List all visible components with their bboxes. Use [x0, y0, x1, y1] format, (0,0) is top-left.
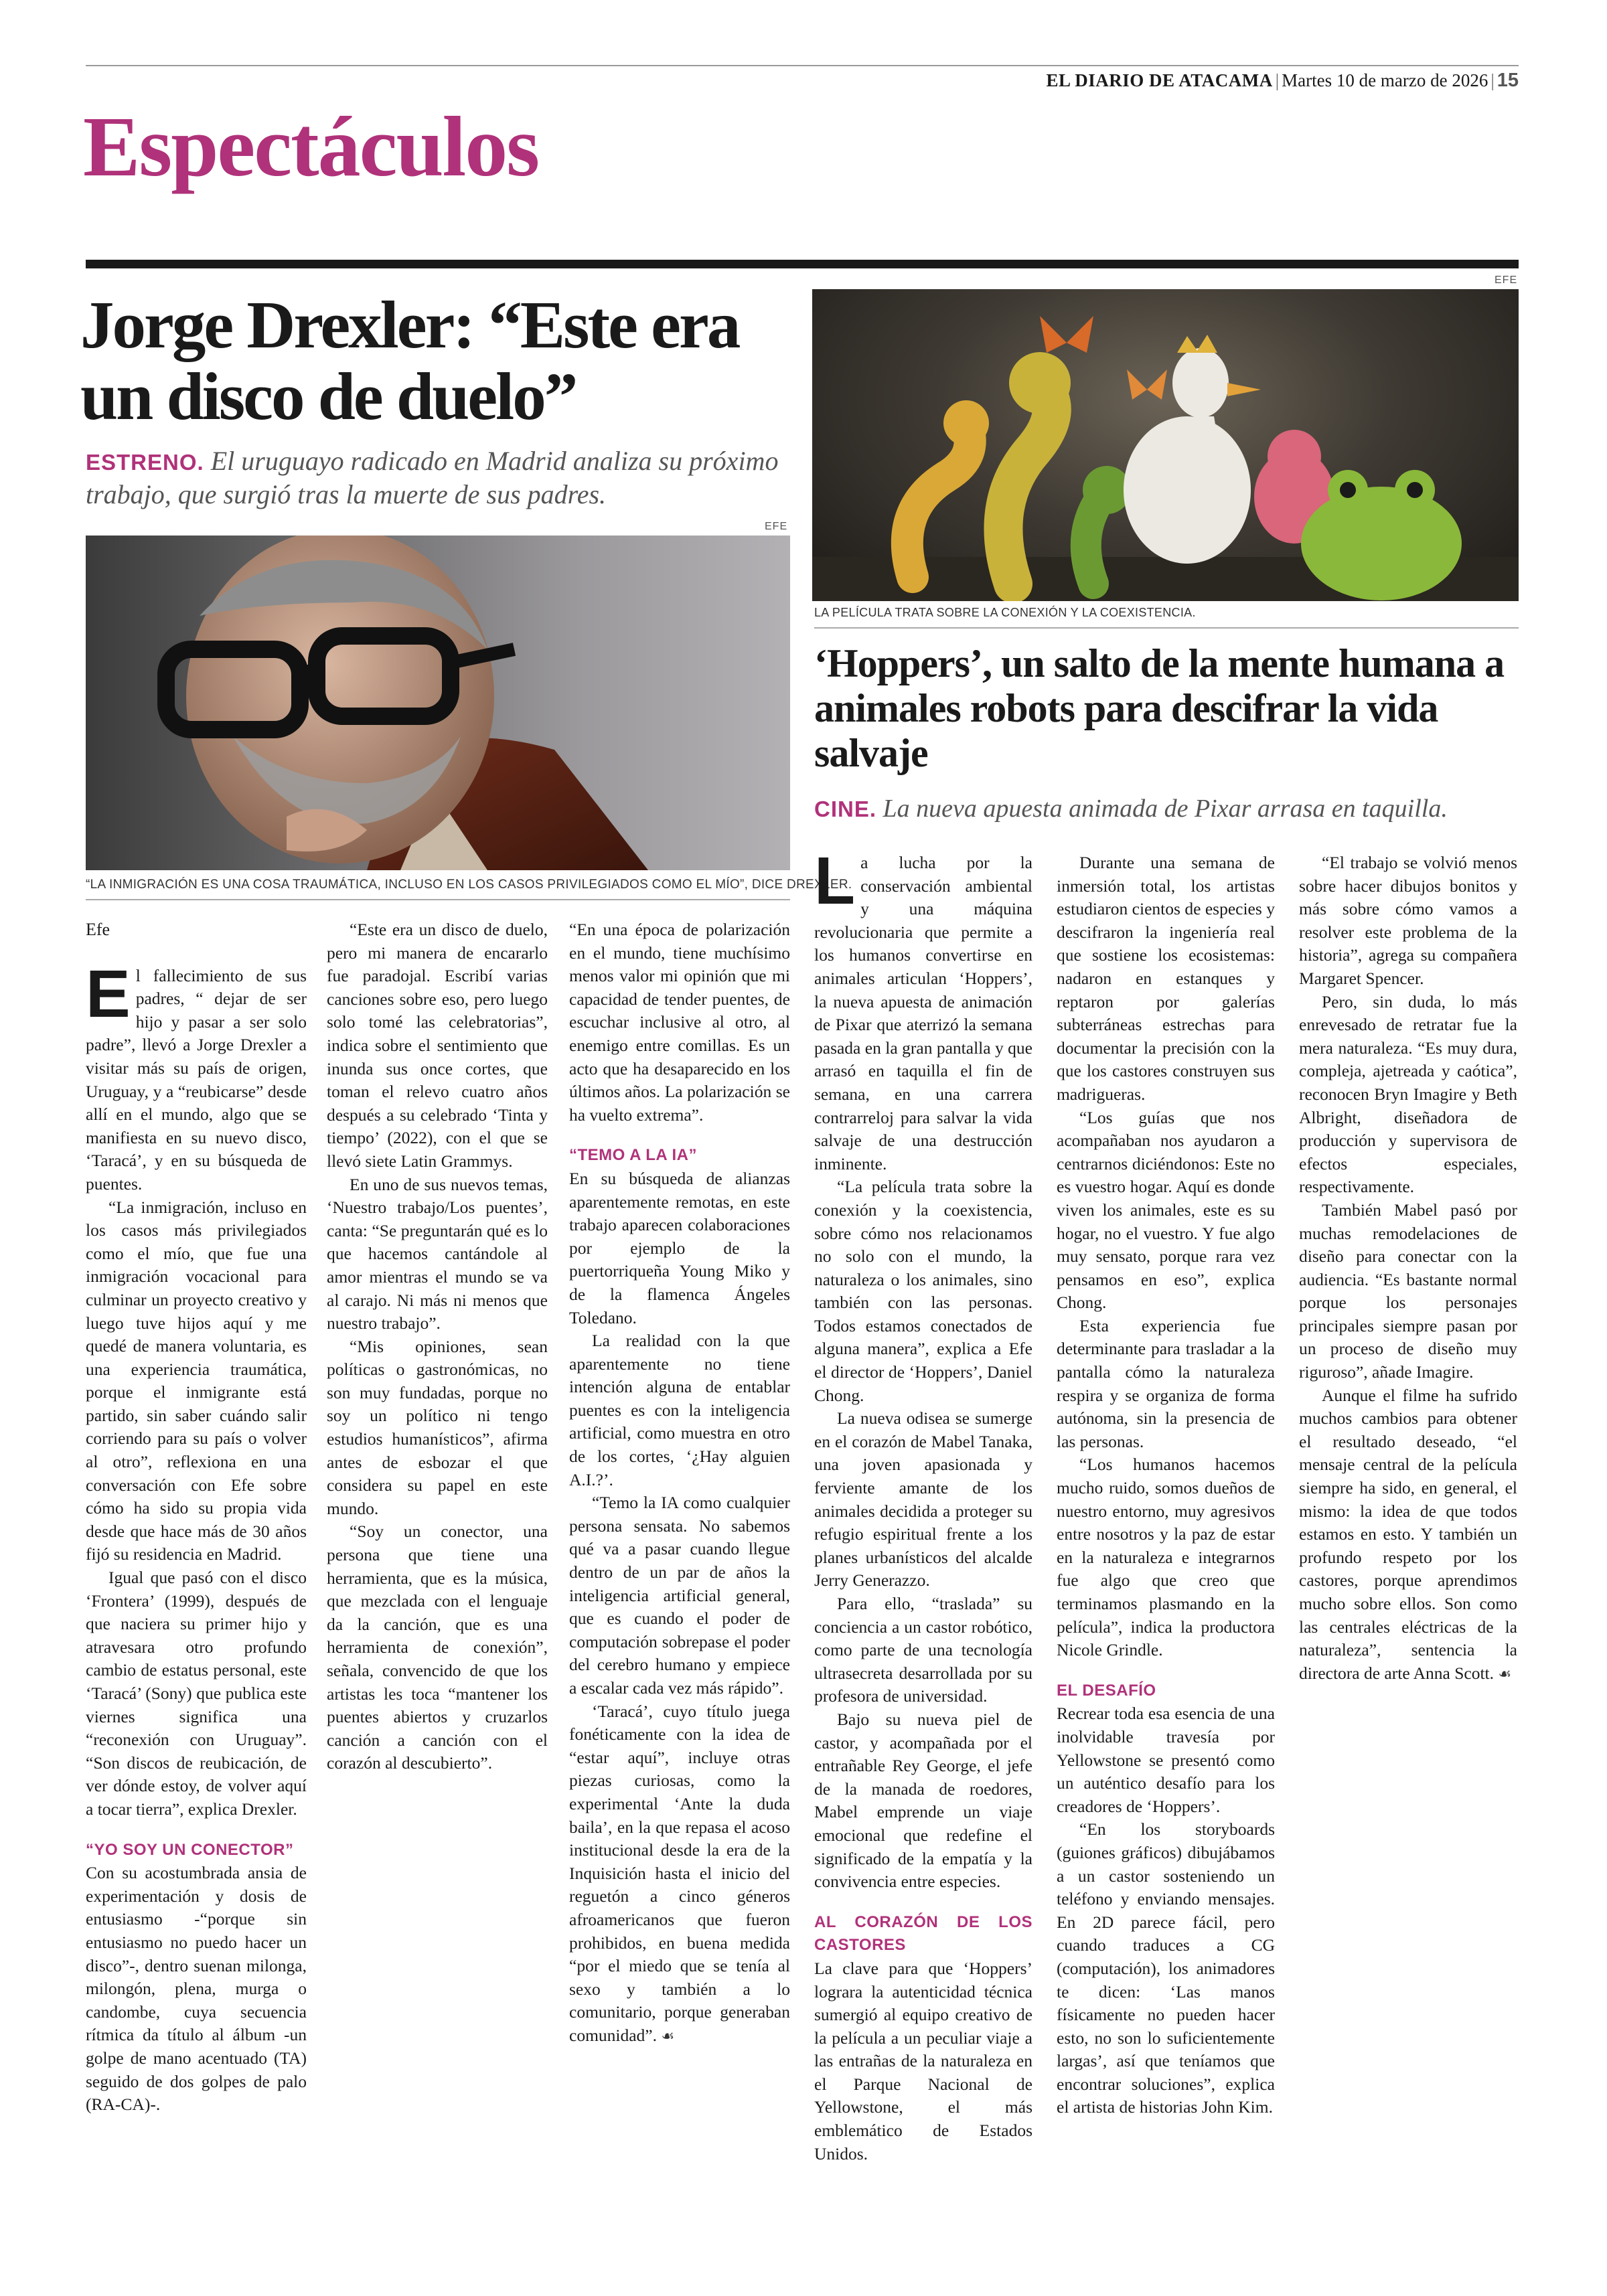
story1-byline: Efe — [86, 920, 110, 939]
story2-column-2 — [1057, 851, 1275, 2119]
story1-paragraph: “Soy un conector, una persona que tiene una herramienta, que es la música, que mezclada con el lenguaje da la canción, que es una herramienta de conexión”, señala, convencido de que los artistas les toca “mantener los puentes abiertos y cruzarlos canción a canción con el corazón al descubierto”. — [327, 1522, 548, 1773]
story2-column-1 — [814, 843, 1032, 2165]
story1-paragraph: “Este era un disco de duelo, pero mi manera de encararlo fue paradojal. Escribí varias canciones sobre eso, pero luego solo tomé las celebratorias”, indica sobre el sentimiento que inunda sus once cortes, que toman el relevo cuatro años después a su celebrado ‘Tinta y tiempo’ (2022), con el que se llevó siete Latin Grammys. — [327, 920, 548, 1171]
page-number: 15 — [1497, 70, 1519, 91]
story1-paragraph: “En una época de polarización en el mundo, tiene muchísimo menos valor mi opinión que mi capacidad de tender puentes, de escuchar inclusive al otro, al enemigo entre comillas. Es un acto que ha desaparecido en los últimos años. La polarización se ha vuelto extrema”. — [569, 920, 790, 1125]
top-rule — [86, 65, 1519, 66]
story1-column-1 — [86, 918, 307, 2117]
story2-paragraph: “La película trata sobre la conexión y la coexistencia, sobre cómo nos relacionamos no solo con el mundo, la naturaleza o los animales, sino también con las personas. Todos estamos conectados de alguna manera”, explica a Efe el director de ‘Hoppers’, Daniel Chong. — [814, 1177, 1032, 1405]
section-rule — [86, 260, 1519, 268]
story2-paragraph: “En los storyboards (guiones gráficos) dibujábamos a un castor sosteniendo un teléfono y enviando mensajes. En 2D parece fácil, pero cuando traduces a CG (computación), los animadores te dicen: ‘Las manos físicamente no pueden hacer esto, no son lo suficientemente largas’, así que teníamos que encontrar soluciones”, explica el artista de historias John Kim. — [1057, 1819, 1275, 2117]
story1-subhead: “TEMO A LA IA” — [569, 1146, 697, 1165]
story1-paragraph: Con su acostumbrada ansia de experimentación y dosis de entusiasmo -“porque sin entusiasmo no puedo hacer un disco”-, dentro suenan milonga, milongón, plena, murga o candombe, cuya secuencia rítmica da título al álbum -un golpe de mano acentuado (TA) seguido de dos golpes de palo (RA-CA)-. — [86, 1863, 307, 2115]
story2-subhead: EL DESAFÍO — [1057, 1681, 1156, 1700]
story2-paragraph: También Mabel pasó por muchas remodelaciones de diseño para conectar con la audiencia. “Es bastante normal porque los personajes principales siempre pasan por un proceso de diseño muy riguroso”, añade Imagire. — [1299, 1200, 1517, 1382]
story1-dek — [86, 444, 795, 511]
story2-dek-text: La nueva apuesta animada de Pixar arrasa en taquilla. — [883, 795, 1448, 823]
story1-caption: “LA INMIGRACIÓN ES UNA COSA TRAUMÁTICA, INCLUSO EN LOS CASOS PRIVILEGIADOS COMO EL MÍO”, DICE DREXLER. — [86, 878, 852, 892]
end-mark-icon: ☙ — [661, 2028, 675, 2045]
story1-kicker: ESTRENO. — [86, 450, 204, 475]
story2-paragraph: La nueva odisea se sumerge en el corazón de Mabel Tanaka, una joven apasionada y ferviente amante de los animales decidida a proteger su refugio espiritual frente a los planes urbanísticos del alcalde Jerry Generazzo. — [814, 1408, 1032, 1590]
drop-cap: L — [814, 843, 856, 918]
story2-headline: ‘Hoppers’, un salto de la mente humana a animales robots para descifrar la vida salvaje — [814, 641, 1505, 776]
story2-caption: LA PELÍCULA TRATA SOBRE LA CONEXIÓN Y LA COEXISTENCIA. — [814, 606, 1196, 619]
masthead: EL DIARIO DE ATACAMA | Martes 10 de marzo de 2026 | 15 — [1046, 70, 1519, 91]
story2-subhead: AL CORAZÓN DE LOS CASTORES — [814, 1912, 1032, 1955]
story1-paragraph: “La inmigración, incluso en los casos más privilegiados como el mío, que fue una inmigración vocacional para culminar un proyecto creativo y luego tuve hijos aquí y me quedé de manera voluntaria, es una experiencia traumática, porque el inmigrante está partido, sin saber cuándo salir corriendo para su país o volver al otro”, reflexiona en una conversación con Efe sobre cómo ha sido su propia vida desde que hace más de 30 años fijó su residencia en Madrid. — [86, 1197, 307, 1564]
story2-paragraph: Pero, sin duda, lo más enrevesado de retratar fue la mera naturaleza. “Es muy dura, compleja, ajetreada y caótica”, reconocen Bryn Imagire y Beth Albright, diseñadora de producción y supervisora de efectos especiales, respectivamente. — [1299, 991, 1517, 1197]
hoppers-still-illustration — [812, 289, 1519, 601]
story2-photo-credit: EFE — [1495, 274, 1518, 286]
story2-paragraph: Bajo su nueva piel de castor, y acompañada por el entrañable Rey George, el jefe de la manada de roedores, Mabel emprende un viaje emocional que redefine el significado de la empatía y la convivencia entre especies. — [814, 1709, 1032, 1892]
story1-paragraph: “Temo la IA como cualquier persona sensata. No sabemos qué va a pasar cuando llegue dentro de un par de años la inteligencia artificial general, que es cuando el poder de computación sobrepase el poder del cerebro humano y empiece a escalar cada vez más rápido”. — [569, 1493, 790, 1698]
story2-paragraph: Para ello, “traslada” su conciencia a un castor robótico, como parte de una tecnología ultrasecreta desarrollada por su profesora de universidad. — [814, 1594, 1032, 1706]
story2-paragraph: Recrear toda esa esencia de una inolvidable travesía por Yellowstone se presentó como un auténtico desafío para los creadores de ‘Hoppers’. — [1057, 1704, 1275, 1816]
drop-cap: E — [86, 956, 131, 1032]
story1-column-2 — [327, 918, 548, 1775]
story2-paragraph: Aunque el filme ha sufrido muchos cambios para obtener el resultado deseado, “el mensaje central de la película siempre ha sido, en general, el mismo: la idea de que todos estamos en esto. Y también un profundo respeto por los castores, porque aprendimos mucho sobre ellos. Son como las centrales eléctricas de la naturaleza”, sentencia la directora de arte Anna Scott. ☙ — [1299, 1385, 1517, 1683]
story2-kicker: CINE. — [814, 797, 877, 821]
story1-paragraph: En su búsqueda de alianzas aparentemente remotas, en este trabajo aparecen colaboraciones por ejemplo de la puertorriqueña Young Miko y de la flamenca Ángeles Toledano. — [569, 1168, 790, 1327]
story1-headline: Jorge Drexler: “Este era un disco de duelo” — [80, 287, 739, 434]
story1-dek-text: El uruguayo radicado en Madrid analiza su próximo trabajo, que surgió tras la muerte de sus padres. — [86, 446, 779, 509]
story2-paragraph: La lucha por la conservación ambiental y una máquina revolucionaria que permite a los humanos convertirse en animales articulan ‘Hoppers’, la nueva apuesta de animación de Pixar que aterrizó la semana pasada en la gran pantalla y que arrasó en taquilla el fin de semana, en una carrera contrarreloj para salvar la vida salvaje de una destrucción inminente. — [814, 843, 1032, 1173]
issue-date: Martes 10 de marzo de 2026 — [1282, 70, 1488, 90]
story2-column-3 — [1299, 851, 1517, 1686]
hoppers-photo — [812, 289, 1519, 601]
story1-paragraph: ‘Taracá’, cuyo título juega fonéticamente con la idea de “estar aquí”, incluye otras piezas curiosas, como la experimental ‘Ante la duda baila’, en la que repasa el acoso institucional desde la era de la Inquisición hasta el inicio del reguetón a cinco géneros afroamericanos que fueron prohibidos, en buena medida “por el miedo que se tenía al sexo y también a lo comunitario, porque generaban comunidad”. ☙ — [569, 1701, 790, 2045]
story1-caption-rule — [86, 899, 790, 900]
story1-photo-credit: EFE — [765, 521, 788, 532]
story2-paragraph: Esta experiencia fue determinante para trasladar a la pantalla cómo la naturaleza respira y se organiza de forma autónoma, sin la presencia de las personas. — [1057, 1315, 1275, 1451]
story1-column-3 — [569, 918, 790, 2049]
section-title: Espectáculos — [83, 99, 538, 194]
story2-paragraph: “El trabajo se volvió menos sobre hacer dibujos bonitos y más sobre cómo vamos a resolver este problema de la historia”, agrega su compañera Margaret Spencer. — [1299, 853, 1517, 988]
story2-paragraph: La clave para que ‘Hoppers’ lograra la autenticidad técnica sumergió al equipo creativo de la película a un peculiar viaje a las entrañas de la naturaleza en el Parque Nacional de Yellowstone, el más emblemático de Estados Unidos. — [814, 1958, 1032, 2163]
drexler-photo — [86, 536, 790, 870]
story1-subhead: “YO SOY UN CONECTOR” — [86, 1840, 294, 1859]
drexler-portrait-illustration — [86, 536, 790, 870]
story2-paragraph: “Los guías que nos acompañaban nos ayudaron a centrarnos diciéndonos: Este no es vuestro hogar. Aquí es donde viven los animales, este es su hogar, no el vuestro. Y fue algo muy sensato, porque rara vez pensamos en eso”, explica Chong. — [1057, 1107, 1275, 1313]
story2-caption-rule — [814, 627, 1519, 629]
end-mark-icon: ☙ — [1498, 1665, 1512, 1683]
story1-paragraph: Igual que pasó con el disco ‘Frontera’ (1999), después de que naciera su primer hijo y atravesara otro profundo cambio de estatus personal, este ‘Taracá’ (Sony) que publica este viernes significa una “reconexión con Uruguay”. “Son discos de reubicación, de ver dónde estoy, de volver aquí a tocar tierra”, explica Drexler. — [86, 1568, 307, 1819]
story1-paragraph: “Mis opiniones, sean políticas o gastronómicas, no son muy fundadas, porque no soy un político ni tengo estudios humanísticos”, afirma antes de esbozar el que considera su papel en este mundo. — [327, 1336, 548, 1518]
story1-paragraph: La realidad con la que aparentemente no tiene intención alguna de entablar puentes es con la inteligencia artificial, como muestra en otro de los cortes, ‘¿Hay alguien A.I.?’. — [569, 1331, 790, 1489]
story2-paragraph: “Los humanos hacemos mucho ruido, somos dueños de nuestro entorno, muy agresivos entre nosotros y la paz de estar en la naturaleza e integrarnos fue algo que creo que terminamos plasmando en la película”, indica la productora Nicole Grindle. — [1057, 1455, 1275, 1660]
story1-paragraph: El fallecimiento de sus padres, “ dejar de ser hijo y pasar a ser solo padre”, llevó a Jorge Drexler a visitar más su país de origen, Uruguay, y a “reubicarse” desde allí en el mundo, algo que se manifiesta en su nuevo disco, ‘Taracá’, y en su búsqueda de puentes. — [86, 956, 307, 1194]
story2-paragraph: Durante una semana de inmersión total, los artistas estudiaron cientos de especies y descifraron la ingeniería real que sostiene los ecosistemas: nadaron en estanques y reptaron por galerías subterráneas estrechas para documentar la precisión con la que los castores construyen sus madrigueras. — [1057, 853, 1275, 1104]
story1-paragraph: En uno de sus nuevos temas, ‘Nuestro trabajo/Los puentes’, canta: “Se preguntarán qué es lo que hacemos cantándole al amor mientras el mundo se va al carajo. Ni más ni menos que nuestro trabajo”. — [327, 1174, 548, 1333]
newspaper-name: EL DIARIO DE ATACAMA — [1046, 70, 1273, 90]
story2-dek — [814, 794, 1524, 823]
